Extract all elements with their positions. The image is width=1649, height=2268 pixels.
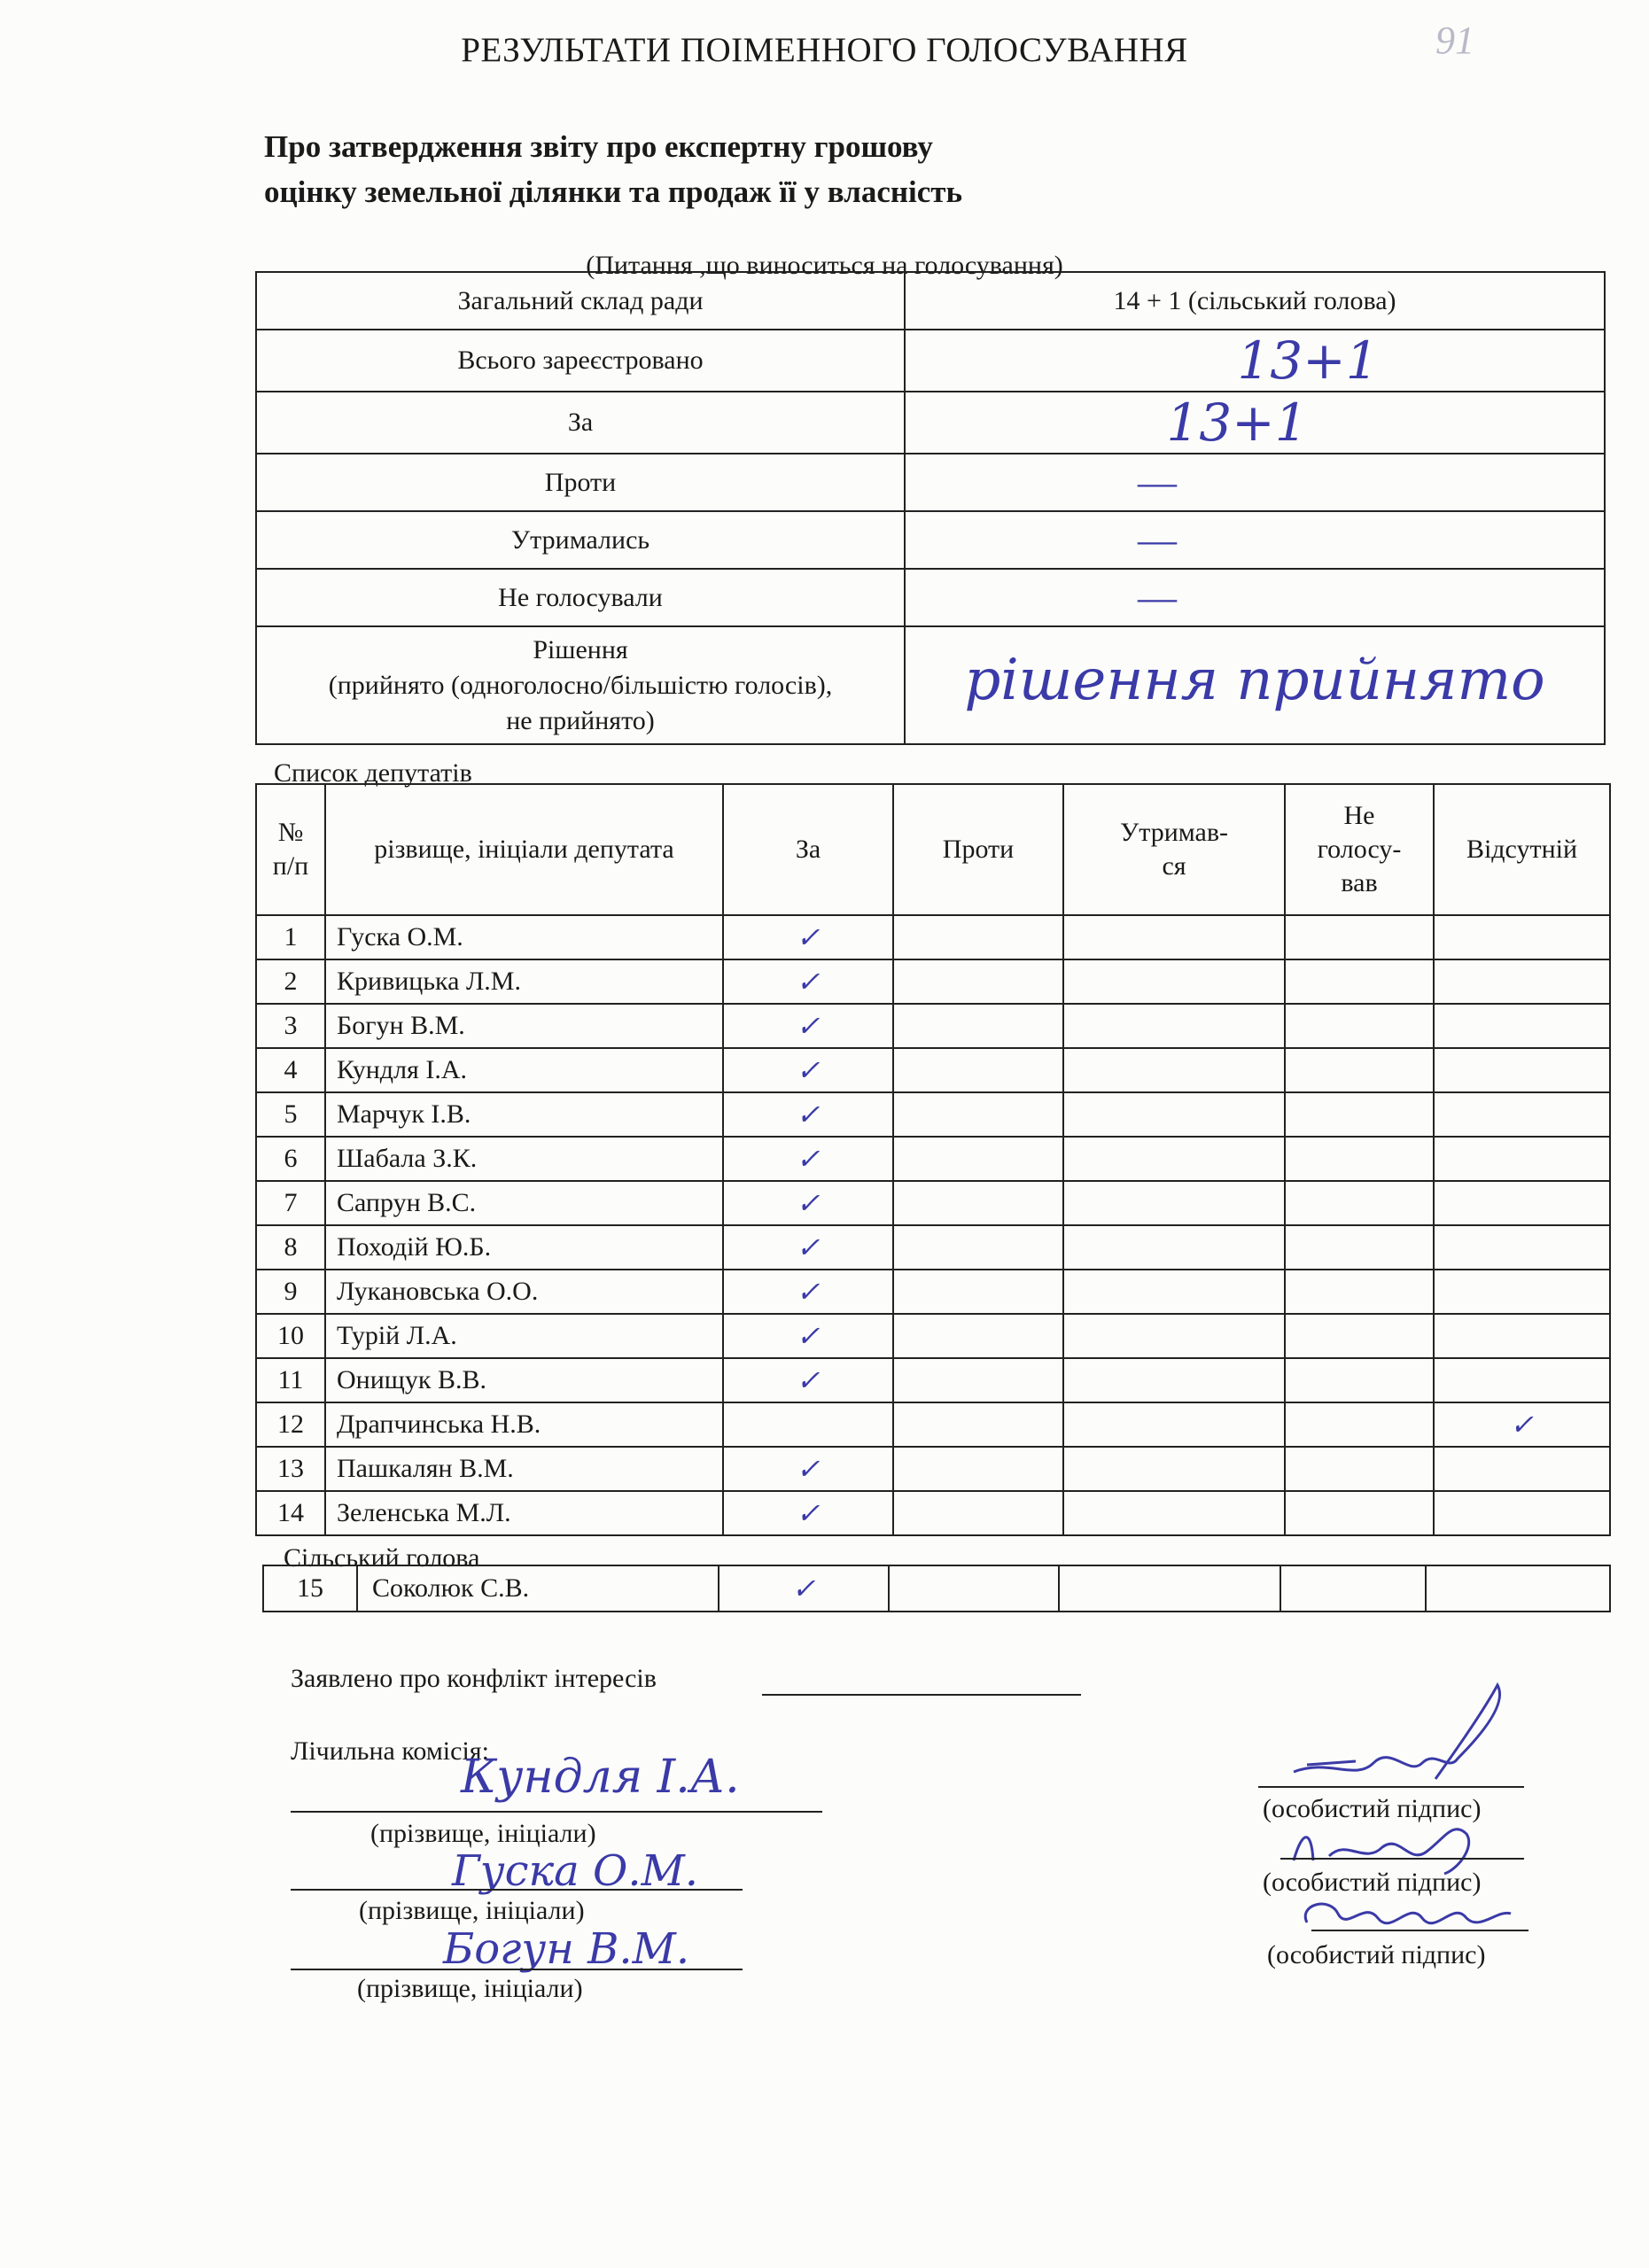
col-not-voted-line-1: Не <box>1343 801 1375 830</box>
col-not-voted-line-2: голосу- <box>1317 835 1402 864</box>
deputy-row <box>256 1402 1610 1447</box>
deputies-table <box>255 783 1611 1536</box>
deputy-num: 8 <box>256 1225 325 1270</box>
vote-cell-against <box>893 1402 1063 1447</box>
subject-line-2: оцінку земельної ділянки та продаж її у власність <box>264 175 962 209</box>
deputy-name: Турій Л.А. <box>325 1314 723 1358</box>
vote-check-mark: ✓ <box>796 1099 821 1130</box>
deputy-name: Лукановська О.О. <box>325 1270 723 1314</box>
vote-cell-against <box>893 1048 1063 1092</box>
vote-cell-absent <box>1434 1225 1610 1270</box>
vote-cell-not-voted <box>1285 1270 1434 1314</box>
head-num: 15 <box>263 1565 357 1612</box>
vote-cell-absent <box>1434 1314 1610 1358</box>
signer-name-2: Гуска О.М. <box>452 1846 699 1896</box>
deputy-num: 3 <box>256 1004 325 1048</box>
vote-cell-abstained <box>1063 1181 1285 1225</box>
col-num-line-2: п/п <box>272 851 309 881</box>
vote-cell-against <box>893 1491 1063 1535</box>
head-caption: Сільський голова <box>284 1543 480 1573</box>
subject-line-1: Про затвердження звіту про експертну грошову <box>264 129 933 164</box>
vote-cell-abstained <box>1063 1004 1285 1048</box>
vote-cell-not-voted <box>1285 1048 1434 1092</box>
vote-cell-for <box>723 1447 893 1491</box>
deputy-name: Онищук В.В. <box>325 1358 723 1402</box>
vote-cell-abstained <box>1063 1402 1285 1447</box>
vote-check-mark: ✓ <box>796 1497 821 1529</box>
col-against: Проти <box>893 784 1063 915</box>
name-line-2 <box>291 1889 743 1891</box>
deputy-row <box>256 1181 1610 1225</box>
vote-cell-abstained <box>1063 959 1285 1004</box>
against-value: — <box>1138 461 1177 504</box>
deputy-num: 9 <box>256 1270 325 1314</box>
deputy-name: Шабала З.К. <box>325 1137 723 1181</box>
deputy-name: Марчук І.В. <box>325 1092 723 1137</box>
for-label: За <box>256 392 905 454</box>
signature-caption-3: (особистий підпис) <box>1267 1940 1486 1969</box>
vote-cell-for <box>723 1314 893 1358</box>
subject-heading <box>264 124 962 214</box>
vote-cell-not-voted <box>1285 915 1434 959</box>
deputy-name: Кундля І.А. <box>325 1048 723 1092</box>
decision-cell <box>905 626 1605 744</box>
vote-cell-absent <box>1434 1004 1610 1048</box>
signature-line-3 <box>1311 1930 1528 1931</box>
deputy-row <box>256 1491 1610 1535</box>
vote-cell-abstained <box>1063 1092 1285 1137</box>
vote-cell-abstained <box>1063 1447 1285 1491</box>
summary-row-decision <box>256 626 1605 744</box>
deputy-name: Сапрун В.С. <box>325 1181 723 1225</box>
vote-cell-not-voted <box>1285 959 1434 1004</box>
signer-name-3: Богун В.М. <box>443 1924 690 1974</box>
vote-cell-against <box>893 915 1063 959</box>
not-voted-label: Не голосували <box>256 569 905 626</box>
vote-cell-not-voted <box>1285 1181 1434 1225</box>
vote-check-mark: ✓ <box>796 921 821 953</box>
col-name: різвище, ініціали депутата <box>325 784 723 915</box>
vote-cell-absent <box>1434 1402 1610 1447</box>
head-for-cell <box>719 1565 889 1612</box>
vote-cell-absent <box>1434 915 1610 959</box>
vote-cell-against <box>893 1314 1063 1358</box>
deputy-row <box>256 1092 1610 1137</box>
summary-row-not-voted <box>256 569 1605 626</box>
name-caption-3: (прізвище, ініціали) <box>357 1974 583 2003</box>
vote-cell-against <box>893 1137 1063 1181</box>
deputy-num: 5 <box>256 1092 325 1137</box>
col-abstained <box>1063 784 1285 915</box>
deputy-row <box>256 959 1610 1004</box>
vote-cell-for <box>723 1004 893 1048</box>
head-abstained-cell <box>1059 1565 1280 1612</box>
deputies-caption: Список депутатів <box>274 758 472 788</box>
against-cell <box>905 454 1605 511</box>
vote-cell-for <box>723 1270 893 1314</box>
vote-cell-not-voted <box>1285 1092 1434 1137</box>
vote-cell-abstained <box>1063 1225 1285 1270</box>
col-not-voted <box>1285 784 1434 915</box>
summary-row-total <box>256 272 1605 330</box>
decision-label-line-2: (прийнято (одноголосно/більшістю голосів), <box>328 670 833 700</box>
conflict-input-line[interactable] <box>762 1694 1081 1696</box>
head-name: Соколюк С.В. <box>357 1565 719 1612</box>
total-value: 14 + 1 (сільський голова) <box>905 272 1605 330</box>
vote-cell-against <box>893 1447 1063 1491</box>
vote-cell-not-voted <box>1285 1314 1434 1358</box>
signer-name-1: Кундля І.А. <box>461 1751 740 1804</box>
vote-cell-abstained <box>1063 915 1285 959</box>
head-absent-cell <box>1426 1565 1610 1612</box>
deputy-num: 1 <box>256 915 325 959</box>
conflict-label: Заявлено про конфлікт інтересів <box>291 1664 657 1693</box>
vote-cell-against <box>893 1181 1063 1225</box>
deputy-row <box>256 1270 1610 1314</box>
vote-cell-not-voted <box>1285 1004 1434 1048</box>
vote-cell-for <box>723 915 893 959</box>
deputy-row <box>256 1225 1610 1270</box>
deputy-name: Кривицька Л.М. <box>325 959 723 1004</box>
deputy-num: 4 <box>256 1048 325 1092</box>
name-caption-2: (прізвище, ініціали) <box>359 1896 585 1925</box>
registered-label: Всього зареєстровано <box>256 330 905 392</box>
signature-caption-2: (особистий підпис) <box>1263 1868 1482 1897</box>
deputy-row <box>256 1004 1610 1048</box>
vote-check-mark: ✓ <box>796 1143 821 1175</box>
vote-cell-absent <box>1434 1447 1610 1491</box>
for-value: 13+1 <box>1166 392 1308 453</box>
deputy-num: 14 <box>256 1491 325 1535</box>
deputy-num: 13 <box>256 1447 325 1491</box>
head-for-check: ✓ <box>791 1573 816 1604</box>
head-row <box>263 1565 1610 1612</box>
summary-table <box>255 271 1606 745</box>
vote-check-mark: ✓ <box>796 1187 821 1219</box>
col-abstained-line-2: ся <box>1162 851 1186 881</box>
vote-cell-absent <box>1434 1092 1610 1137</box>
deputy-row <box>256 1048 1610 1092</box>
decision-value: рішення прийнято <box>964 647 1545 713</box>
summary-row-against <box>256 454 1605 511</box>
deputies-header-row <box>256 784 1610 915</box>
deputy-name: Богун В.М. <box>325 1004 723 1048</box>
vote-cell-abstained <box>1063 1314 1285 1358</box>
vote-check-mark: ✓ <box>796 1320 821 1352</box>
name-line-3 <box>291 1969 743 1970</box>
vote-cell-abstained <box>1063 1491 1285 1535</box>
deputy-name: Пашкалян В.М. <box>325 1447 723 1491</box>
vote-cell-absent <box>1434 1270 1610 1314</box>
registered-cell <box>905 330 1605 392</box>
not-voted-cell <box>905 569 1605 626</box>
abstained-label: Утримались <box>256 511 905 569</box>
head-table <box>262 1565 1611 1612</box>
vote-cell-abstained <box>1063 1358 1285 1402</box>
deputy-num: 10 <box>256 1314 325 1358</box>
deputy-row <box>256 1358 1610 1402</box>
summary-row-for <box>256 392 1605 454</box>
registered-value: 13+1 <box>1237 330 1379 391</box>
vote-cell-against <box>893 1358 1063 1402</box>
vote-cell-against <box>893 1270 1063 1314</box>
vote-cell-for <box>723 1358 893 1402</box>
against-label: Проти <box>256 454 905 511</box>
vote-cell-not-voted <box>1285 1358 1434 1402</box>
vote-check-mark: ✓ <box>796 1453 821 1485</box>
vote-cell-not-voted <box>1285 1225 1434 1270</box>
deputy-name: Зеленська М.Л. <box>325 1491 723 1535</box>
deputy-num: 2 <box>256 959 325 1004</box>
col-num-line-1: № <box>277 818 304 847</box>
deputy-row <box>256 1314 1610 1358</box>
deputy-row <box>256 1447 1610 1491</box>
vote-cell-for <box>723 959 893 1004</box>
signature-line-1 <box>1258 1786 1524 1788</box>
vote-check-mark: ✓ <box>1510 1409 1534 1441</box>
signature-caption-1: (особистий підпис) <box>1263 1794 1482 1823</box>
decision-label-line-1: Рішення <box>533 634 628 664</box>
vote-cell-for <box>723 1491 893 1535</box>
name-line-1 <box>291 1811 822 1813</box>
vote-cell-abstained <box>1063 1270 1285 1314</box>
summary-row-abstained <box>256 511 1605 569</box>
col-not-voted-line-3: вав <box>1341 868 1378 897</box>
col-abstained-line-1: Утримав- <box>1119 818 1229 847</box>
not-voted-value: — <box>1138 576 1177 619</box>
vote-cell-absent <box>1434 1048 1610 1092</box>
vote-check-mark: ✓ <box>796 1054 821 1086</box>
vote-cell-not-voted <box>1285 1491 1434 1535</box>
vote-cell-against <box>893 1092 1063 1137</box>
signature-line-2 <box>1280 1858 1524 1860</box>
vote-check-mark: ✓ <box>796 1010 821 1042</box>
deputy-num: 12 <box>256 1402 325 1447</box>
vote-cell-absent <box>1434 1491 1610 1535</box>
vote-cell-abstained <box>1063 1048 1285 1092</box>
deputy-name: Походій Ю.Б. <box>325 1225 723 1270</box>
page-title: РЕЗУЛЬТАТИ ПОІМЕННОГО ГОЛОСУВАННЯ <box>461 31 1188 69</box>
vote-check-mark: ✓ <box>796 966 821 998</box>
vote-cell-for <box>723 1402 893 1447</box>
abstained-value: — <box>1138 518 1177 562</box>
vote-cell-for <box>723 1048 893 1092</box>
vote-cell-not-voted <box>1285 1447 1434 1491</box>
head-not-voted-cell <box>1280 1565 1426 1612</box>
commission-label: Лічильна комісія: <box>291 1736 489 1766</box>
vote-cell-absent <box>1434 959 1610 1004</box>
vote-cell-against <box>893 1225 1063 1270</box>
deputy-num: 6 <box>256 1137 325 1181</box>
for-cell <box>905 392 1605 454</box>
col-num <box>256 784 325 915</box>
col-absent: Відсутній <box>1434 784 1610 915</box>
vote-cell-absent <box>1434 1137 1610 1181</box>
deputy-row <box>256 1137 1610 1181</box>
vote-cell-against <box>893 1004 1063 1048</box>
vote-check-mark: ✓ <box>796 1364 821 1396</box>
vote-cell-abstained <box>1063 1137 1285 1181</box>
page-number: 91 <box>1435 19 1474 62</box>
decision-label-line-3: не прийнято) <box>506 705 655 735</box>
vote-cell-not-voted <box>1285 1137 1434 1181</box>
vote-check-mark: ✓ <box>796 1276 821 1308</box>
total-label: Загальний склад ради <box>256 272 905 330</box>
deputies-body <box>256 915 1610 1535</box>
vote-check-mark: ✓ <box>796 1231 821 1263</box>
vote-cell-against <box>893 959 1063 1004</box>
name-caption-1: (прізвище, ініціали) <box>370 1819 596 1848</box>
abstained-cell <box>905 511 1605 569</box>
deputy-name: Гуска О.М. <box>325 915 723 959</box>
question-caption: (Питання ,що виноситься на голосування) <box>586 251 1063 280</box>
vote-cell-for <box>723 1181 893 1225</box>
vote-cell-absent <box>1434 1181 1610 1225</box>
vote-cell-for <box>723 1225 893 1270</box>
deputy-num: 11 <box>256 1358 325 1402</box>
col-for: За <box>723 784 893 915</box>
vote-cell-for <box>723 1137 893 1181</box>
vote-cell-not-voted <box>1285 1402 1434 1447</box>
vote-cell-for <box>723 1092 893 1137</box>
decision-label <box>256 626 905 744</box>
deputy-num: 7 <box>256 1181 325 1225</box>
deputy-row <box>256 915 1610 959</box>
vote-cell-absent <box>1434 1358 1610 1402</box>
summary-row-registered <box>256 330 1605 392</box>
head-against-cell <box>889 1565 1059 1612</box>
deputy-name: Драпчинська Н.В. <box>325 1402 723 1447</box>
